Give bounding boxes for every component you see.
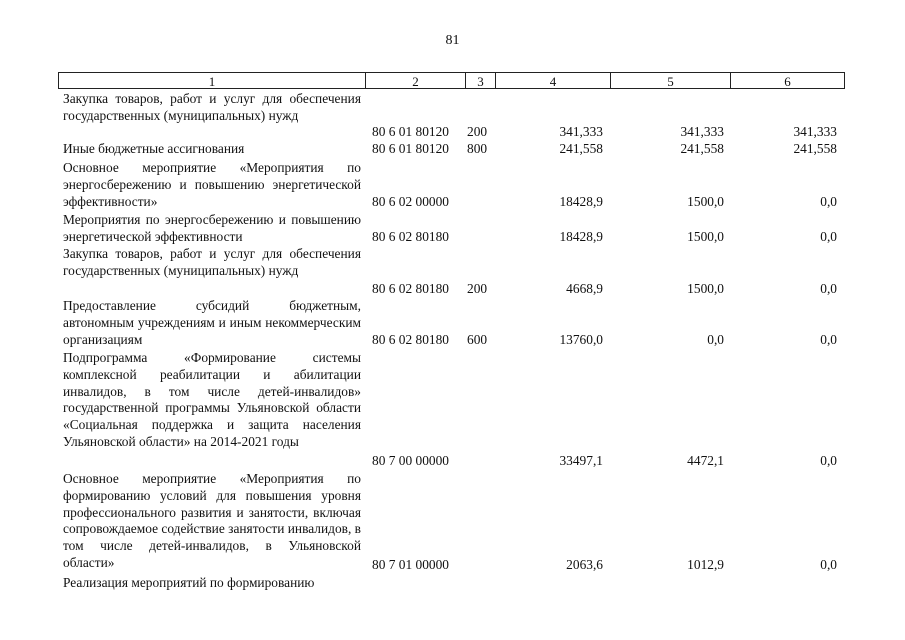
row-code: 80 6 02 80180: [372, 281, 449, 296]
page-number: 81: [445, 33, 460, 48]
row-vr: 200: [467, 124, 488, 139]
row-description: Закупка товаров, работ и услуг для обеспечения государственных (муниципальных) нужд: [63, 91, 361, 123]
row-code: 80 6 02 80180: [372, 332, 449, 347]
header-col-1: 1: [58, 72, 365, 89]
row-value-col5: 0,0: [707, 332, 724, 347]
row-vr: 800: [467, 141, 488, 156]
row-description: Основное мероприятие «Мероприятия по энергосбережению и повышению энергетической эффективности»: [63, 160, 361, 209]
row-code: 80 6 02 80180: [372, 229, 449, 244]
row-code: 80 6 01 80120: [372, 141, 449, 156]
header-col-6: 6: [730, 72, 845, 89]
row-value-col4: 2063,6: [566, 557, 603, 572]
row-value-col5: 1012,9: [687, 557, 724, 572]
row-value-col6: 241,558: [793, 141, 837, 156]
header-col-3: 3: [465, 72, 495, 89]
row-code: 80 7 00 00000: [372, 453, 449, 468]
row-description: Закупка товаров, работ и услуг для обеспечения государственных (муниципальных) нужд: [63, 246, 361, 278]
row-value-col6: 0,0: [820, 332, 837, 347]
row-value-col6: 0,0: [820, 281, 837, 296]
row-value-col5: 1500,0: [687, 229, 724, 244]
row-value-col6: 0,0: [820, 453, 837, 468]
row-description: Мероприятия по энергосбережению и повышению энергетической эффективности: [63, 212, 361, 244]
header-col-2: 2: [365, 72, 465, 89]
header-col-5: 5: [610, 72, 730, 89]
row-value-col5: 1500,0: [687, 281, 724, 296]
row-value-col4: 18428,9: [559, 194, 603, 209]
row-value-col5: 341,333: [680, 124, 724, 139]
row-description: Основное мероприятие «Мероприятия по формированию условий для повышения уровня профессионального развития и занятости, включая сопровождаемое содействие занятости инвалидов, в том числе детей-инвалидов, в Ульяновской области»: [63, 471, 361, 570]
row-value-col6: 0,0: [820, 229, 837, 244]
row-value-col6: 0,0: [820, 194, 837, 209]
row-value-col4: 341,333: [559, 124, 603, 139]
row-description: Подпрограмма «Формирование системы комплексной реабилитации и абилитации инвалидов, в том числе детей-инвалидов» государственной программы Ульяновской области «Социальная поддержка и защита населения Ульяновской области» на 2014-2021 годы: [63, 350, 361, 449]
row-description: Реализация мероприятий по формированию: [63, 575, 315, 590]
row-value-col4: 4668,9: [566, 281, 603, 296]
row-value-col6: 341,333: [793, 124, 837, 139]
row-vr: 200: [467, 281, 488, 296]
row-code: 80 6 01 80120: [372, 124, 449, 139]
header-col-4: 4: [495, 72, 610, 89]
row-value-col4: 13760,0: [559, 332, 603, 347]
row-value-col4: 33497,1: [559, 453, 603, 468]
row-value-col4: 18428,9: [559, 229, 603, 244]
row-vr: 600: [467, 332, 488, 347]
row-description: Предоставление субсидий бюджетным, автономным учреждениям и иным некоммерческим организациям: [63, 298, 361, 347]
row-value-col4: 241,558: [559, 141, 603, 156]
row-code: 80 6 02 00000: [372, 194, 449, 209]
row-value-col5: 241,558: [680, 141, 724, 156]
row-value-col5: 4472,1: [687, 453, 724, 468]
row-code: 80 7 01 00000: [372, 557, 449, 572]
row-description: Иные бюджетные ассигнования: [63, 141, 245, 156]
row-value-col5: 1500,0: [687, 194, 724, 209]
row-value-col6: 0,0: [820, 557, 837, 572]
